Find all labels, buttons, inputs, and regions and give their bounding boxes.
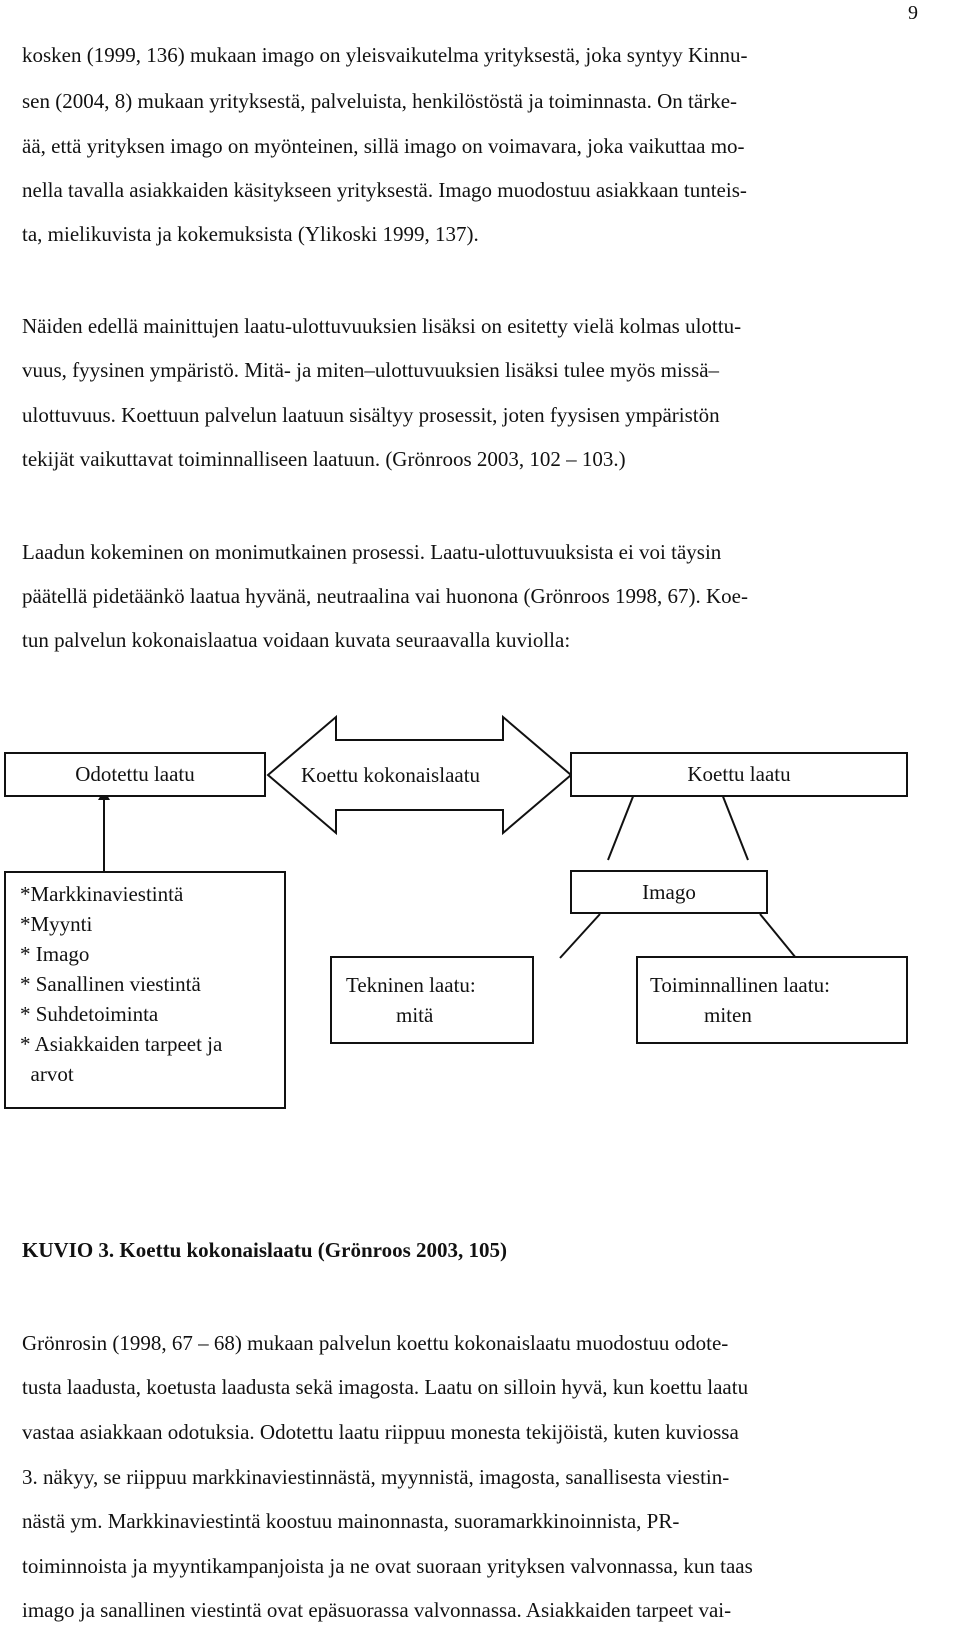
text-line: ta, mielikuvista ja kokemuksista (Ylikoski 1999, 137). — [22, 222, 479, 246]
text-line: ulottuvuus. Koettuun palvelun laatuun sisältyy prosessit, joten fyysisen ympäristön — [22, 403, 720, 427]
text-line: kosken (1999, 136) mukaan imago on yleisvaikutelma yrityksestä, joka syntyy Kinnu- — [22, 43, 748, 67]
text-line: imago ja sanallinen viestintä ovat epäsuorassa valvonnassa. Asiakkaiden tarpeet vai- — [22, 1598, 732, 1622]
text-line: tun palvelun kokonaislaatua voidaan kuvata seuraavalla kuviolla: — [22, 628, 571, 652]
text-line: vastaa asiakkaan odotuksia. Odotettu laatu riippuu monesta tekijöistä, kuten kuviossa — [22, 1420, 739, 1444]
experienced-to-image-left — [608, 794, 634, 860]
experienced-quality-box — [570, 752, 908, 797]
factor-item: * Imago — [20, 942, 90, 966]
text-line: päätellä pidetäänkö laatua hyvänä, neutraalina vai huonona (Grönroos 1998, 67). Koe- — [22, 584, 748, 608]
text-line: ää, että yrityksen imago on myönteinen, sillä imago on voimavara, joka vaikuttaa mo- — [22, 134, 745, 158]
text-line: 3. näkyy, se riippuu markkinaviestinnästä, myynnistä, imagosta, sanallisesta viestin- — [22, 1465, 730, 1489]
functional-quality-box — [636, 956, 908, 1044]
image-to-functional-line — [760, 914, 796, 958]
functional-quality-subtitle: miten — [704, 1003, 752, 1027]
technical-quality-box — [330, 956, 534, 1044]
technical-quality-title: Tekninen laatu: — [346, 973, 476, 997]
factor-item: *Markkinaviestintä — [20, 882, 184, 906]
factor-item: * Asiakkaiden tarpeet ja — [20, 1032, 223, 1056]
text-line: tekijät vaikuttavat toiminnalliseen laatuun. (Grönroos 2003, 102 – 103.) — [22, 447, 626, 471]
text-line: nella tavalla asiakkaiden käsitykseen yrityksestä. Imago muodostuu asiakkaan tunteis- — [22, 178, 747, 202]
technical-quality-subtitle: mitä — [396, 1003, 434, 1027]
text-line: Grönrosin (1998, 67 – 68) mukaan palvelun koettu kokonaislaatu muodostuu odote- — [22, 1331, 729, 1355]
text-line: nästä ym. Markkinaviestintä koostuu mainonnasta, suoramarkkinoinnista, PR- — [22, 1509, 680, 1533]
total-quality-label: Koettu kokonaislaatu — [301, 763, 481, 787]
factor-item: *Myynti — [20, 912, 93, 936]
text-line: toiminnoista ja myyntikampanjoista ja ne ovat suoraan yrityksen valvonnassa, kun taas — [22, 1554, 753, 1578]
page-number: 9 — [908, 2, 918, 24]
image-box — [570, 870, 768, 914]
image-to-technical-line — [560, 914, 600, 958]
experienced-quality-label: Koettu laatu — [687, 762, 791, 786]
factor-item: arvot — [20, 1062, 74, 1086]
experienced-to-image-right — [722, 794, 748, 860]
text-line: vuus, fyysinen ympäristö. Mitä- ja miten–ulottuvuuksien lisäksi tulee myös missä– — [22, 358, 720, 382]
text-line: Näiden edellä mainittujen laatu-ulottuvuuksien lisäksi on esitetty vielä kolmas ulottu- — [22, 314, 742, 338]
expected-quality-box — [4, 752, 266, 797]
factor-item: * Suhdetoiminta — [20, 1002, 159, 1026]
factor-item: * Sanallinen viestintä — [20, 972, 201, 996]
text-line: Laadun kokeminen on monimutkainen prosessi. Laatu-ulottuvuuksista ei voi täysin — [22, 540, 722, 564]
text-line: sen (2004, 8) mukaan yrityksestä, palveluista, henkilöstöstä ja toiminnasta. On tärke- — [22, 89, 738, 113]
text-line: tusta laadusta, koetusta laadusta sekä imagosta. Laatu on silloin hyvä, kun koettu laatu — [22, 1375, 749, 1399]
factors-box — [4, 871, 286, 1109]
image-label: Imago — [642, 879, 696, 904]
figure-caption: KUVIO 3. Koettu kokonaislaatu (Grönroos 2003, 105) — [22, 1238, 507, 1262]
functional-quality-title: Toiminnallinen laatu: — [650, 973, 830, 997]
expected-quality-label: Odotettu laatu — [75, 762, 195, 786]
